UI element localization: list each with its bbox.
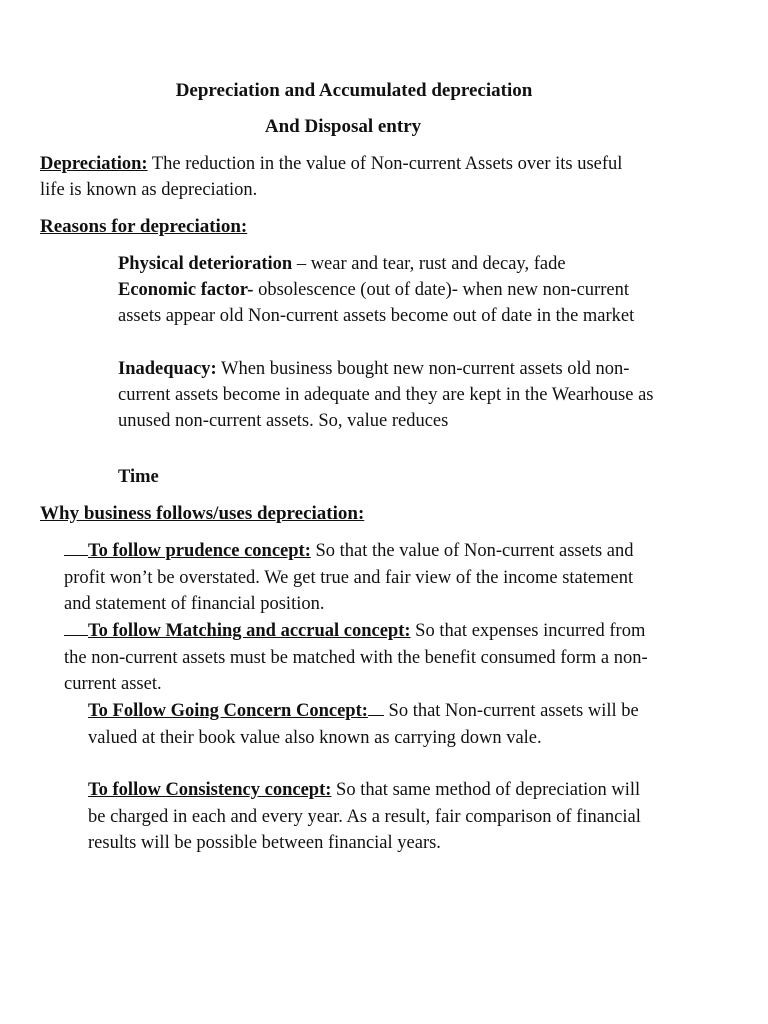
why-term: To follow Consistency concept: bbox=[88, 780, 332, 800]
underline-rule bbox=[64, 537, 88, 556]
why-prudence bbox=[64, 537, 658, 618]
why-term: To follow Matching and accrual concept: bbox=[88, 621, 411, 641]
reason-term: Economic factor- bbox=[118, 280, 254, 300]
document-title: Depreciation and Accumulated depreciation bbox=[175, 80, 533, 101]
reason-term: Inadequacy: bbox=[118, 359, 217, 379]
why-term: To Follow Going Concern Concept: bbox=[88, 701, 368, 721]
why-heading: Why business follows/uses depreciation: bbox=[40, 503, 365, 524]
reason-physical bbox=[118, 251, 658, 277]
why-term: To follow prudence concept: bbox=[88, 541, 311, 561]
why-text: So that expenses incurred from the non-current assets must be matched with the benefit consumed form a non-current asset. bbox=[64, 621, 648, 694]
why-text: So that Non-current assets will be valued at their book value also known as carrying down vale. bbox=[88, 701, 639, 748]
reasons-heading: Reasons for depreciation: bbox=[40, 216, 248, 237]
definition-text: The reduction in the value of Non-current Assets over its useful life is known as depreciation. bbox=[40, 154, 623, 200]
why-text: So that same method of depreciation will be charged in each and every year. As a result, fair comparison of financial results will be possible between financial years. bbox=[88, 780, 641, 853]
reason-economic bbox=[118, 277, 658, 329]
document-subtitle: And Disposal entry bbox=[264, 116, 422, 137]
reason-time bbox=[118, 464, 658, 490]
why-consistency bbox=[88, 777, 658, 857]
reason-text: obsolescence (out of date)- when new non-current assets appear old Non-current assets become out of date in the market bbox=[118, 280, 635, 326]
reason-inadequacy bbox=[118, 356, 658, 434]
reason-term: Physical deterioration bbox=[118, 254, 293, 274]
definition-term: Depreciation: bbox=[40, 154, 148, 174]
why-text: So that the value of Non-current assets and profit won’t be overstated. We get true and fair view of the income statement and statement of financial position. bbox=[64, 541, 634, 614]
why-going-concern bbox=[88, 697, 658, 751]
underline-rule bbox=[368, 697, 384, 716]
reason-term: Time bbox=[118, 467, 159, 487]
underline-rule bbox=[64, 617, 88, 636]
definition-paragraph bbox=[40, 151, 650, 203]
reason-text: – wear and tear, rust and decay, fade bbox=[292, 254, 566, 274]
reason-text: When business bought new non-current assets old non-current assets become in adequate and they are kept in the Wearhouse as unused non-current assets. So, value reduces bbox=[118, 359, 654, 431]
why-matching bbox=[64, 617, 658, 698]
